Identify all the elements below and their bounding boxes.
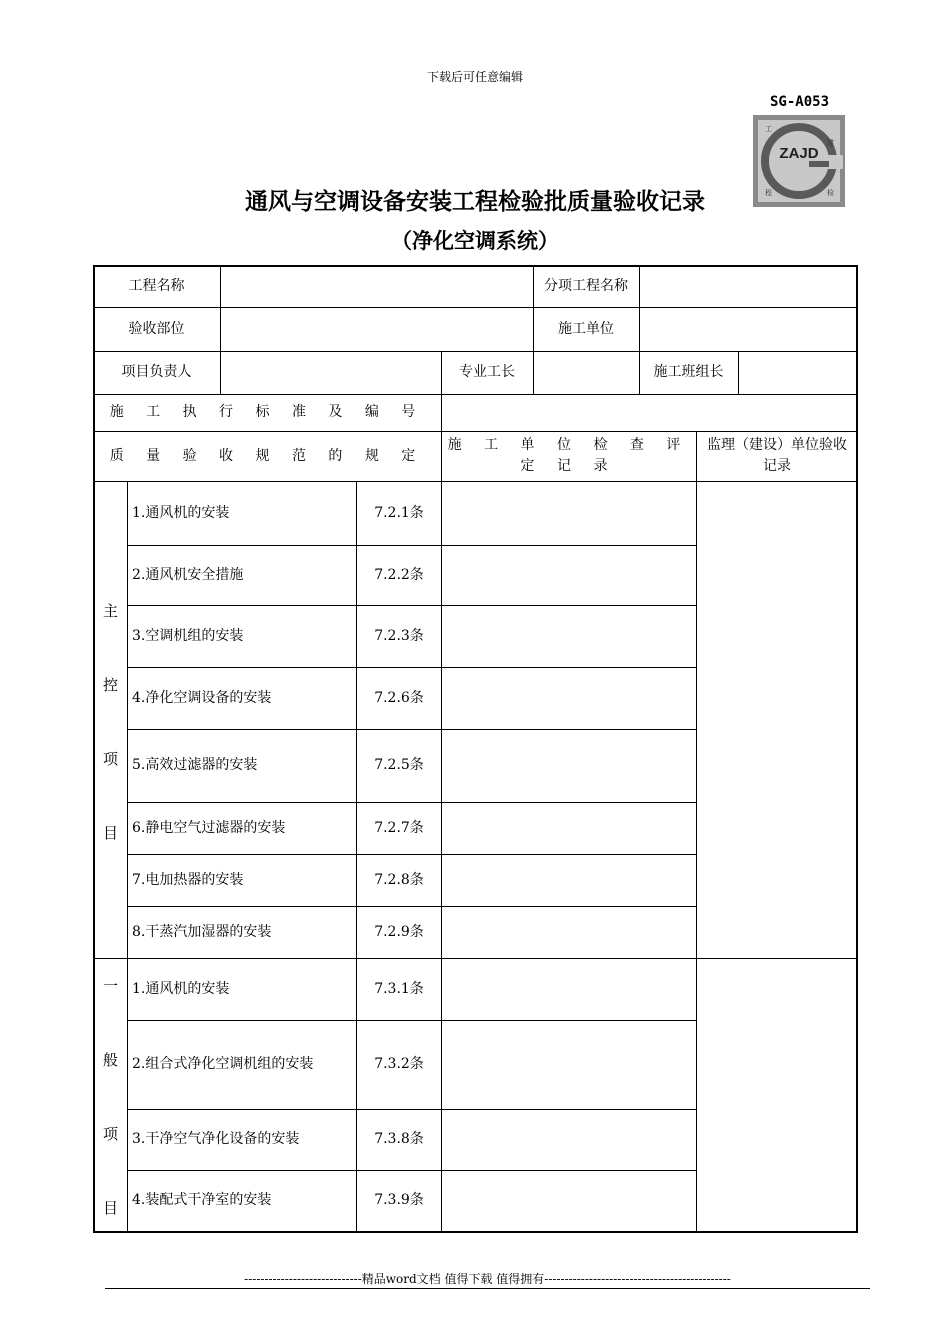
logo-text: ZAJD xyxy=(779,145,819,162)
label-sub-project: 分项工程名称 xyxy=(544,278,628,294)
general-supervision-field[interactable] xyxy=(697,959,856,1231)
main-item-record[interactable] xyxy=(442,729,696,802)
main-item-name: 8.干蒸汽加湿器的安装 xyxy=(132,923,272,940)
logo-corner-tl: 工 xyxy=(765,125,772,133)
general-item-name: 4.装配式干净室的安装 xyxy=(132,1192,272,1208)
label-spec-rules: 质 量 验 收 规 范 的 规 定 xyxy=(109,447,425,464)
acceptance-table xyxy=(93,265,858,1233)
main-item-clause: 7.2.3条 xyxy=(374,627,424,644)
main-item-clause: 7.2.9条 xyxy=(374,923,424,940)
page-title: 通风与空调设备安装工程检验批质量验收记录 xyxy=(245,189,705,215)
main-item-record[interactable] xyxy=(442,667,696,729)
main-item-record[interactable] xyxy=(442,605,696,667)
footer-divider xyxy=(105,1288,870,1289)
logo-corner-tr: 建 xyxy=(827,139,834,147)
main-item-name: 7.电加热器的安装 xyxy=(132,871,244,888)
label-acceptance-part: 验收部位 xyxy=(128,321,185,337)
main-supervision-field[interactable] xyxy=(697,482,856,958)
general-item-record[interactable] xyxy=(442,1020,696,1109)
label-professional-foreman: 专业工长 xyxy=(459,364,515,380)
page-subtitle: （净化空调系统） xyxy=(391,229,559,253)
label-project-manager: 项目负责人 xyxy=(121,364,192,380)
main-item-clause: 7.2.2条 xyxy=(374,566,424,583)
main-item-record[interactable] xyxy=(442,854,696,906)
project-manager-field[interactable] xyxy=(221,351,441,394)
main-item-name: 2.通风机安全措施 xyxy=(132,566,244,583)
logo-corner-br: 检 xyxy=(827,189,834,197)
main-control-label-2: 控 xyxy=(103,676,119,694)
project-name-field[interactable] xyxy=(221,265,533,308)
team-leader-field[interactable] xyxy=(739,351,856,394)
general-item-clause: 7.3.1条 xyxy=(374,980,424,997)
main-item-clause: 7.2.6条 xyxy=(374,689,424,706)
general-item-clause: 7.3.2条 xyxy=(374,1056,424,1072)
construction-unit-field[interactable] xyxy=(640,308,856,351)
main-item-name: 5.高效过滤器的安装 xyxy=(132,757,258,773)
general-item-name: 3.干净空气净化设备的安装 xyxy=(132,1131,300,1147)
general-item-record[interactable] xyxy=(442,1109,696,1170)
general-label-3: 项 xyxy=(103,1125,119,1143)
general-label-1: 一 xyxy=(103,977,119,995)
general-label-2: 般 xyxy=(103,1051,119,1069)
logo-corner-bl: 程 xyxy=(765,189,772,197)
main-item-clause: 7.2.5条 xyxy=(374,757,424,773)
general-item-clause: 7.3.8条 xyxy=(374,1131,424,1147)
general-label-4: 目 xyxy=(103,1199,119,1217)
professional-foreman-field[interactable] xyxy=(534,351,639,394)
general-item-record[interactable] xyxy=(442,1170,696,1231)
main-item-clause: 7.2.7条 xyxy=(374,819,424,836)
main-item-name: 1.通风机的安装 xyxy=(132,504,230,521)
general-item-record[interactable] xyxy=(442,958,696,1020)
label-inspection-record: 施 工 单 位 检 查 评 定 记 录 xyxy=(447,437,690,474)
main-control-label-1: 主 xyxy=(103,602,119,620)
main-item-record[interactable] xyxy=(442,802,696,854)
main-control-label-4: 目 xyxy=(103,824,119,842)
general-item-name: 2.组合式净化空调机组的安装 xyxy=(132,1056,314,1072)
sub-project-field[interactable] xyxy=(640,265,856,308)
standard-field[interactable] xyxy=(442,394,856,431)
top-note: 下载后可任意编辑 xyxy=(426,70,523,84)
label-construction-unit: 施工单位 xyxy=(558,321,614,337)
general-item-clause: 7.3.9条 xyxy=(374,1192,424,1208)
general-item-name: 1.通风机的安装 xyxy=(132,980,230,997)
footer-note: -----------------------------精品word文档 值得下载 值得拥有---------------------------------------------- xyxy=(244,1272,731,1286)
label-standard: 施 工 执 行 标 准 及 编 号 xyxy=(109,404,425,420)
main-item-name: 4.净化空调设备的安装 xyxy=(132,689,272,706)
label-project-name: 工程名称 xyxy=(128,278,185,294)
form-code: SG-A053 xyxy=(770,94,830,110)
main-item-record[interactable] xyxy=(442,481,696,545)
main-control-label-3: 项 xyxy=(103,750,119,768)
main-item-clause: 7.2.8条 xyxy=(374,871,424,888)
acceptance-part-field[interactable] xyxy=(221,308,533,351)
main-item-record[interactable] xyxy=(442,906,696,958)
label-team-leader: 施工班组长 xyxy=(653,364,724,380)
main-item-name: 3.空调机组的安装 xyxy=(132,627,244,644)
main-item-clause: 7.2.1条 xyxy=(374,504,424,521)
main-item-record[interactable] xyxy=(442,545,696,605)
label-supervision-record: 监理（建设）单位验收记录 xyxy=(707,437,847,474)
main-item-name: 6.静电空气过滤器的安装 xyxy=(132,819,286,836)
